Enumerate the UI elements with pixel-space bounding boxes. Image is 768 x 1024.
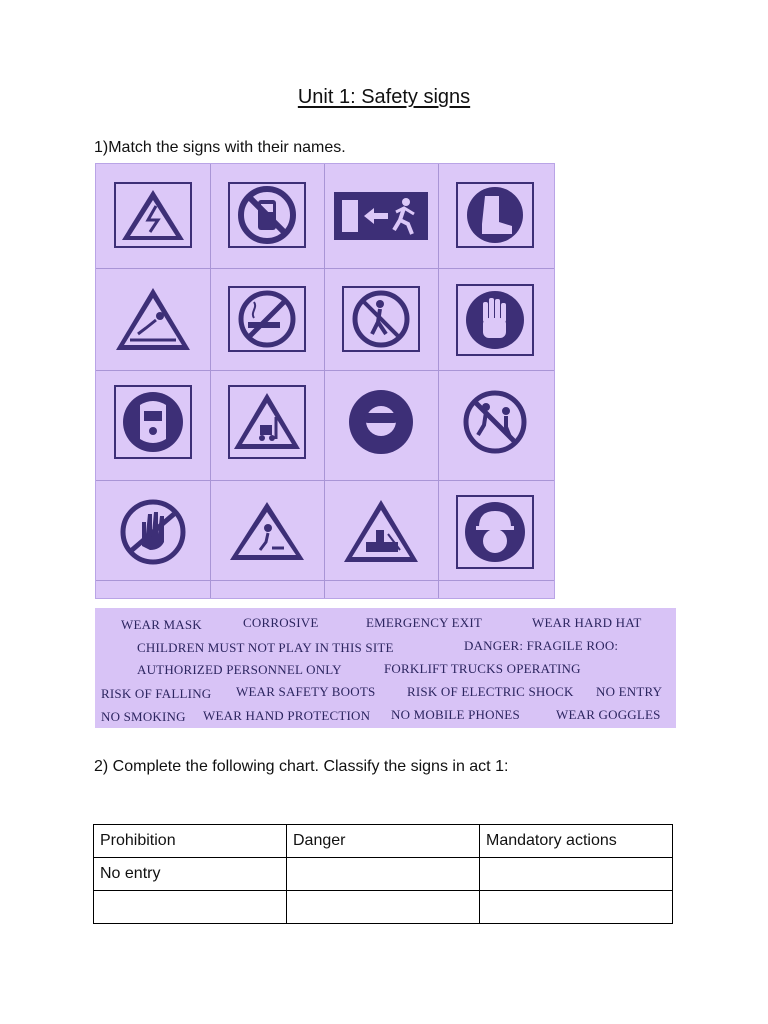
question-2-text: 2) Complete the following chart. Classify the signs in act 1:	[94, 758, 509, 775]
no-mobile-phone-icon	[224, 180, 310, 252]
word-bank-item: WEAR MASK	[121, 617, 202, 632]
gloves-icon	[452, 282, 538, 358]
children-must-not-play-sign	[438, 370, 551, 474]
chart-header-mandatory-actions: Mandatory actions	[480, 825, 673, 858]
word-bank-item: DANGER: FRAGILE ROO:	[464, 638, 619, 653]
no-mobile-phones-sign	[210, 164, 323, 268]
word-bank-item: RISK OF ELECTRIC SHOCK	[407, 684, 574, 699]
face-mask-icon	[110, 383, 196, 461]
wear-hand-protection-sign	[438, 268, 551, 372]
forklift-icon	[224, 383, 310, 461]
chart-cell[interactable]	[287, 891, 480, 924]
word-bank-item: NO SMOKING	[101, 709, 186, 724]
word-bank-item: CHILDREN MUST NOT PLAY IN THIS SITE	[137, 640, 394, 655]
goggles-icon	[338, 383, 424, 461]
chart-cell[interactable]: No entry	[94, 858, 287, 891]
chart-cell[interactable]	[480, 858, 673, 891]
emergency-exit-sign	[324, 164, 437, 268]
wear-hard-hat-sign	[438, 480, 551, 584]
machinery-warning-icon	[338, 494, 424, 570]
word-bank	[95, 608, 676, 728]
emergency-exit-icon	[332, 190, 430, 242]
electric-shock-warning-sign	[96, 164, 209, 268]
word-bank-item: NO MOBILE PHONES	[391, 707, 520, 722]
chart-header-danger: Danger	[287, 825, 480, 858]
word-bank-item: CORROSIVE	[243, 615, 319, 630]
corrosive-hand-icon	[110, 492, 196, 572]
no-smoking-sign	[210, 268, 323, 372]
page-title: Unit 1: Safety signs	[297, 86, 471, 108]
no-entry-sign	[324, 268, 437, 372]
word-bank-item: RISK OF FALLING	[101, 686, 212, 701]
wear-goggles-sign	[324, 370, 437, 474]
no-pedestrian-icon	[338, 284, 424, 356]
word-bank-item: WEAR HARD HAT	[532, 615, 642, 630]
falling-person-icon	[110, 282, 196, 358]
safety-signs-grid	[95, 163, 555, 599]
corrosive-sign	[96, 480, 209, 584]
question-1-text: 1)Match the signs with their names.	[94, 139, 346, 156]
authorized-personnel-warning-sign	[324, 480, 437, 584]
hard-hat-icon	[452, 493, 538, 571]
safety-boots-icon	[452, 180, 538, 252]
classification-chart	[93, 824, 673, 924]
chart-row	[94, 858, 673, 891]
no-smoking-icon	[224, 284, 310, 356]
electric-shock-icon	[110, 180, 196, 252]
chart-cell[interactable]	[287, 858, 480, 891]
wear-safety-boots-sign	[438, 164, 551, 268]
word-bank-item: NO ENTRY	[596, 684, 663, 699]
chart-cell[interactable]	[480, 891, 673, 924]
word-bank-item: AUTHORIZED PERSONNEL ONLY	[137, 662, 342, 677]
chart-cell[interactable]	[94, 891, 287, 924]
chart-header-prohibition: Prohibition	[94, 825, 287, 858]
chart-row	[94, 891, 673, 924]
fragile-roof-warning-sign	[210, 480, 323, 584]
word-bank-item: FORKLIFT TRUCKS OPERATING	[384, 661, 581, 676]
wear-mask-sign	[96, 370, 209, 474]
risk-of-falling-warning-sign	[96, 268, 209, 372]
word-bank-item: WEAR HAND PROTECTION	[203, 708, 371, 723]
no-children-icon	[452, 383, 538, 461]
chart-header-row	[94, 825, 673, 858]
forklift-trucks-warning-sign	[210, 370, 323, 474]
word-bank-item: EMERGENCY EXIT	[366, 615, 483, 630]
word-bank-item: WEAR GOGGLES	[556, 707, 661, 722]
word-bank-item: WEAR SAFETY BOOTS	[236, 684, 376, 699]
falling-through-roof-icon	[224, 496, 310, 568]
